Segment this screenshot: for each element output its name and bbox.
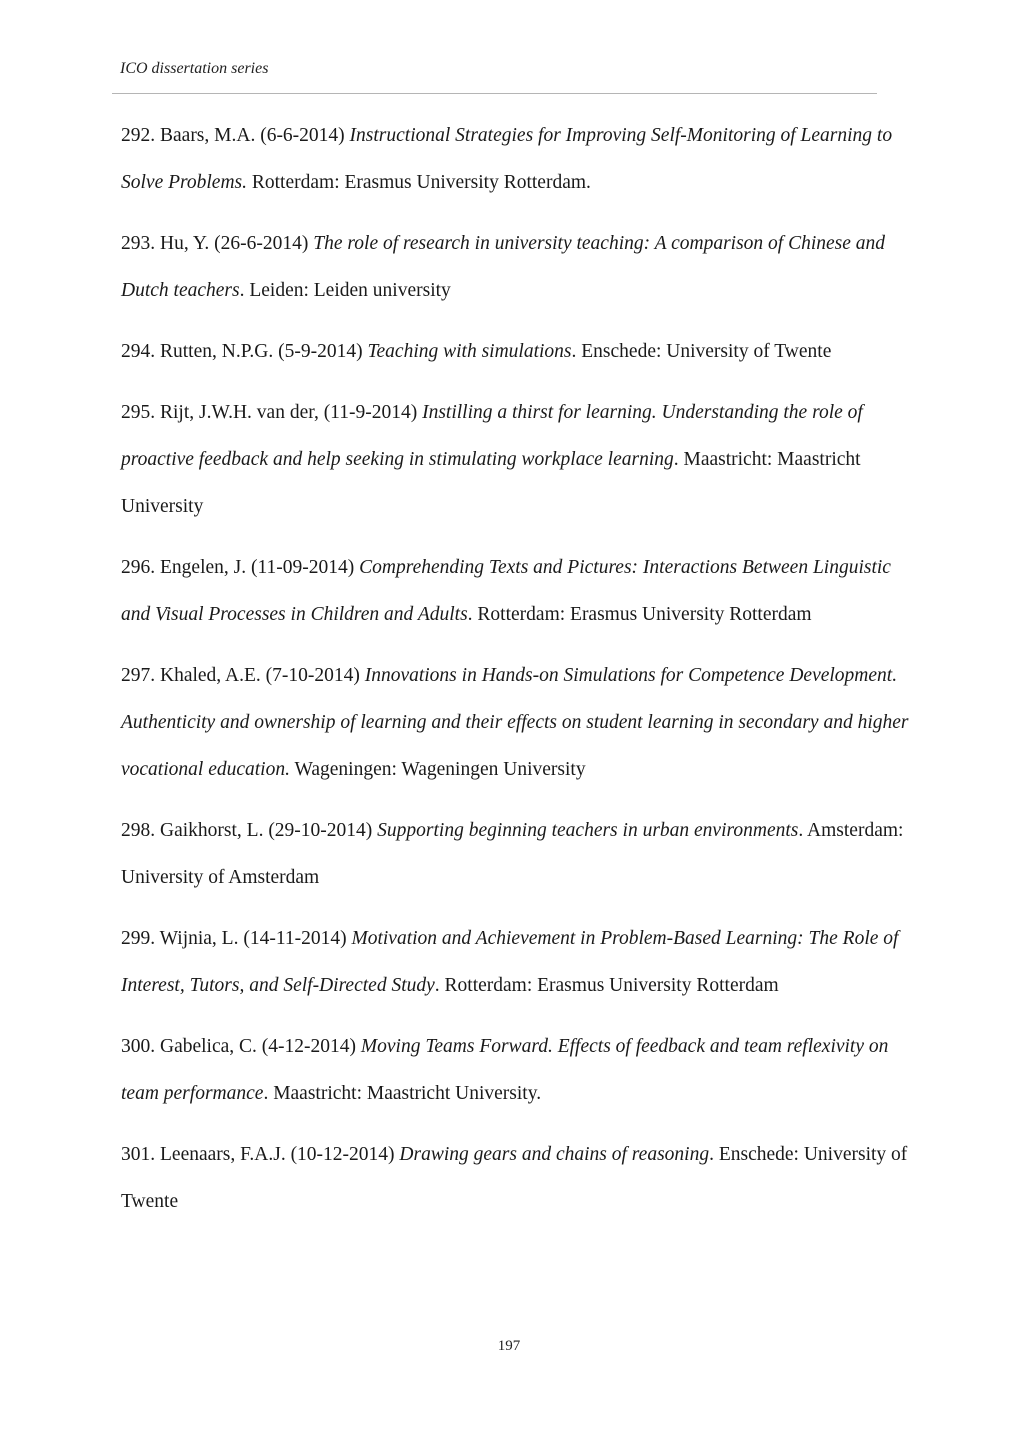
entry-title: Drawing gears and chains of reasoning [399, 1144, 710, 1165]
dissertation-entry [121, 1131, 911, 1225]
entry-title: Motivation and Achievement in Problem-Based Learning: The Role of Interest, Tutors, and Self-Directed Study [121, 928, 899, 996]
entry-title: Instilling a thirst for learning. Understanding the role of proactive feedback and help seeking in stimulating workplace learning [121, 402, 863, 470]
entry-author-date: 299. Wijnia, L. (14-11-2014) [121, 928, 352, 949]
entry-title: Comprehending Texts and Pictures: Interactions Between Linguistic and Visual Processes in Children and Adults [121, 557, 891, 625]
entry-publisher: . Maastricht: Maastricht University. [263, 1083, 542, 1104]
entry-publisher: . Leiden: Leiden university [239, 280, 451, 301]
dissertation-entry [121, 389, 911, 530]
entry-title: The role of research in university teaching: A comparison of Chinese and Dutch teachers [121, 233, 886, 301]
dissertation-entry [121, 112, 911, 206]
dissertation-entry [121, 544, 911, 638]
header-divider [112, 93, 877, 94]
entry-title: Innovations in Hands-on Simulations for Competence Development. Authenticity and ownership of learning and their effects on student learning in secondary and higher vocational education. [121, 665, 909, 780]
page-number: 197 [497, 1338, 521, 1354]
entry-publisher: . Enschede: University of Twente [571, 341, 832, 362]
entry-title: Teaching with simulations [367, 341, 572, 362]
entry-author-date: 300. Gabelica, C. (4-12-2014) [121, 1036, 361, 1057]
dissertation-entry [121, 220, 911, 314]
entry-author-date: 297. Khaled, A.E. (7-10-2014) [121, 665, 365, 686]
entry-title: Instructional Strategies for Improving Self-Monitoring of Learning to Solve Problems. [121, 125, 893, 193]
dissertation-entry [121, 328, 911, 375]
entry-publisher: Rotterdam: Erasmus University Rotterdam. [247, 172, 591, 193]
dissertation-entry [121, 1023, 911, 1117]
entry-author-date: 298. Gaikhorst, L. (29-10-2014) [121, 820, 378, 841]
dissertation-entry [121, 652, 911, 793]
entry-publisher: . Rotterdam: Erasmus University Rotterdam [467, 604, 812, 625]
entry-publisher: . Enschede: University of Twente [121, 1144, 908, 1212]
entry-publisher: Wageningen: Wageningen University [289, 759, 586, 780]
entry-author-date: 296. Engelen, J. (11-09-2014) [121, 557, 360, 578]
entry-author-date: 293. Hu, Y. (26-6-2014) [121, 233, 314, 254]
dissertation-entry [121, 807, 911, 901]
dissertation-entry [121, 915, 911, 1009]
entry-publisher: . Rotterdam: Erasmus University Rotterdam [434, 975, 779, 996]
entry-author-date: 292. Baars, M.A. (6-6-2014) [121, 125, 350, 146]
entry-author-date: 301. Leenaars, F.A.J. (10-12-2014) [121, 1144, 400, 1165]
entry-author-date: 294. Rutten, N.P.G. (5-9-2014) [121, 341, 368, 362]
entry-publisher: . Maastricht: Maastricht University [121, 449, 861, 517]
entry-title: Moving Teams Forward. Effects of feedback and team reflexivity on team performance [121, 1036, 889, 1104]
dissertation-list [121, 112, 911, 1239]
running-header: ICO dissertation series [120, 60, 269, 77]
entry-publisher: . Amsterdam: University of Amsterdam [121, 820, 904, 888]
entry-title: Supporting beginning teachers in urban environments [377, 820, 799, 841]
entry-author-date: 295. Rijt, J.W.H. van der, (11-9-2014) [121, 402, 423, 423]
